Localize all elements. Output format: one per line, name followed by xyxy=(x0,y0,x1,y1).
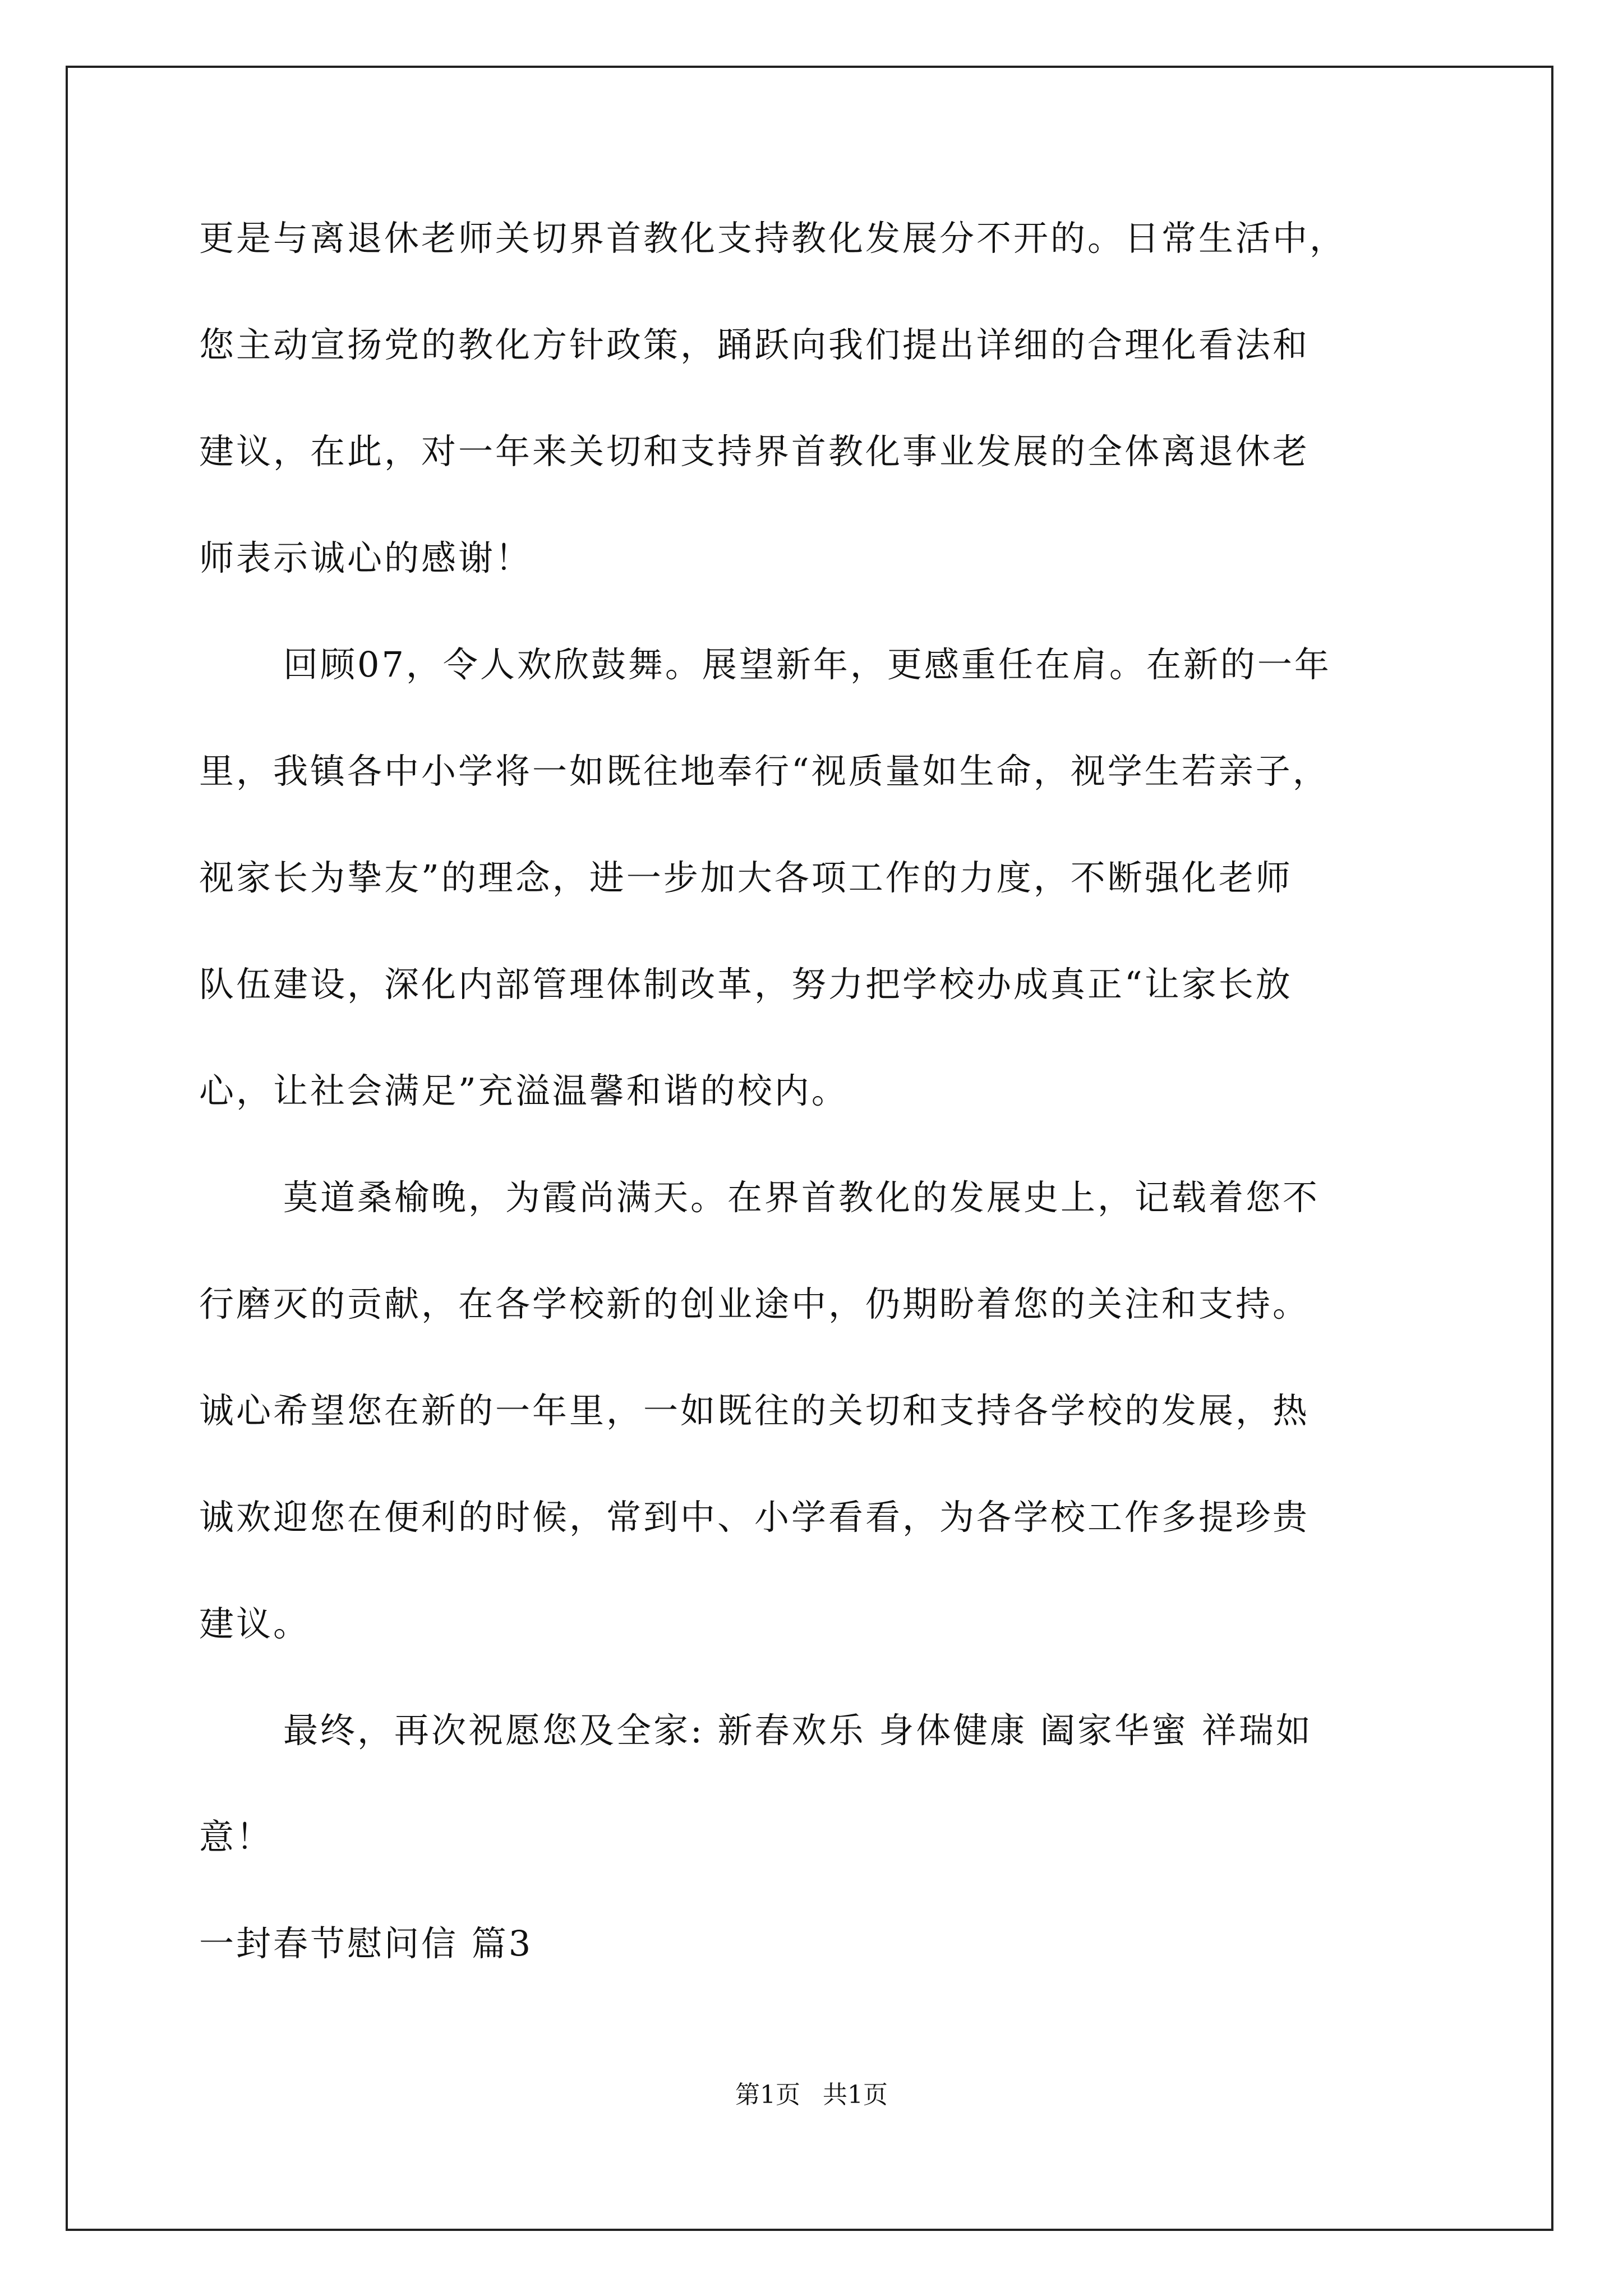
paragraph-3-line-2: 行磨灭的贡献，在各学校新的创业途中，仍期盼着您的关注和支持。 xyxy=(199,1283,1310,1324)
paragraph-2-line-2: 里，我镇各中小学将一如既往地奉行“视质量如生命，视学生若亲子， xyxy=(199,751,1330,792)
page-footer xyxy=(0,2078,1623,2112)
paragraph-2-line-3: 视家长为挚友”的理念，进一步加大各项工作的力度，不断强化老师 xyxy=(199,857,1293,898)
paragraph-3-line-1: 莫道桑榆晚，为霞尚满天。在界首教化的发展史上，记载着您不 xyxy=(283,1177,1320,1218)
paragraph-4-line-1: 最终，再次祝愿您及全家: 新春欢乐 身体健康 阖家华蜜 祥瑞如 xyxy=(283,1710,1313,1751)
paragraph-1-line-2: 您主动宣扬党的教化方针政策，踊跃向我们提出详细的合理化看法和 xyxy=(199,324,1310,365)
page-number-total: 共1页 xyxy=(823,2081,888,2109)
section-heading: 一封春节慰问信 篇3 xyxy=(199,1923,533,1964)
page-number-current: 第1页 xyxy=(735,2081,800,2109)
paragraph-3-line-3: 诚心希望您在新的一年里，一如既往的关切和支持各学校的发展，热 xyxy=(199,1390,1310,1431)
paragraph-4-line-2: 意！ xyxy=(199,1816,274,1857)
paragraph-2-line-4: 队伍建设，深化内部管理体制改革，努力把学校办成真正“让家长放 xyxy=(199,964,1293,1005)
paragraph-3-line-5: 建议。 xyxy=(199,1603,311,1644)
paragraph-1-line-3: 建议，在此，对一年来关切和支持界首教化事业发展的全体离退休老 xyxy=(199,431,1310,472)
paragraph-2-line-5: 心，让社会满足”充溢温馨和谐的校内。 xyxy=(199,1070,849,1111)
document-body xyxy=(199,185,1427,1997)
paragraph-2-line-1: 回顾07，令人欢欣鼓舞。展望新年，更感重任在肩。在新的一年 xyxy=(283,644,1331,685)
paragraph-1-line-1: 更是与离退休老师关切界首教化支持教化发展分不开的。日常生活中， xyxy=(199,218,1347,259)
paragraph-1-line-4: 师表示诚心的感谢！ xyxy=(199,537,533,578)
paragraph-3-line-4: 诚欢迎您在便利的时候，常到中、小学看看，为各学校工作多提珍贵 xyxy=(199,1497,1310,1538)
